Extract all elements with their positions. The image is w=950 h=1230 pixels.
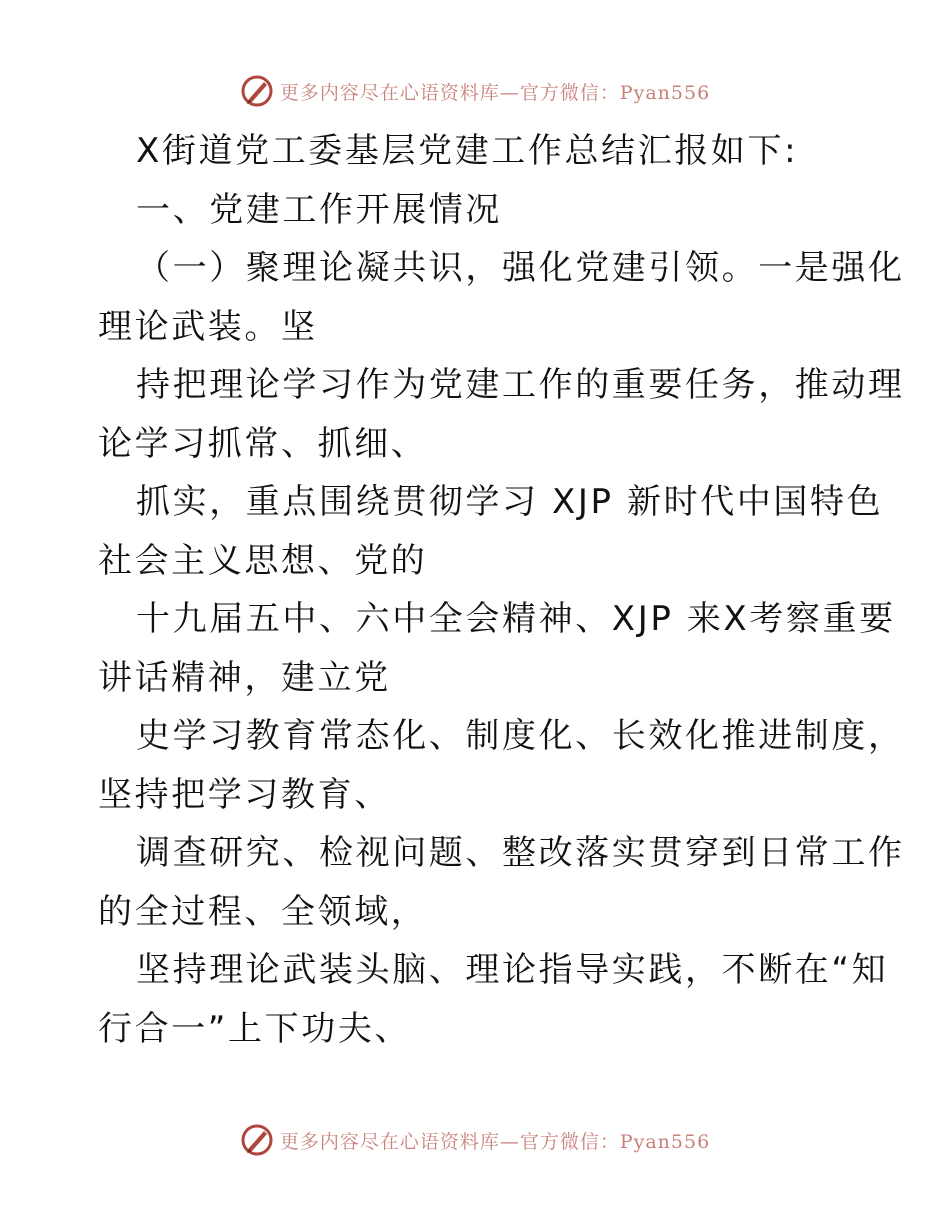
- paragraph-line: （一）聚理论凝共识，强化党建引领。一是强化: [136, 248, 905, 288]
- paragraph-line: 讲话精神，建立党: [98, 657, 391, 698]
- header-watermark: [0, 71, 950, 111]
- pen-seal-logo-icon: [240, 1123, 274, 1157]
- paragraph-line: 史学习教育常态化、制度化、长效化推进制度，: [136, 716, 905, 756]
- paragraph-line: 十九届五中、六中全会精神、XJP 来X考察重要: [136, 599, 896, 639]
- paragraph-line: 的全过程、全领域，: [98, 891, 428, 932]
- paragraph-line: 调查研究、检视问题、整改落实贯穿到日常工作: [136, 833, 905, 873]
- footer-watermark-text: 更多内容尽在心语资料库—官方微信：Pyan556: [279, 1130, 711, 1153]
- header-watermark-text: 更多内容尽在心语资料库—官方微信：Pyan556: [279, 81, 711, 104]
- paragraph-line: X街道党工委基层党建工作总结汇报如下:: [136, 131, 799, 171]
- paragraph-line: 行合一”上下功夫、: [98, 1008, 412, 1049]
- paragraph-line: 持把理论学习作为党建工作的重要任务，推动理: [136, 365, 905, 405]
- paragraph-line: 坚持理论武装头脑、理论指导实践，不断在“知: [136, 950, 889, 990]
- footer-watermark: [0, 1120, 950, 1160]
- document-body: [98, 122, 905, 1058]
- paragraph-line: 坚持把学习教育、: [98, 774, 391, 815]
- paragraph-line: 抓实，重点围绕贯彻学习 XJP 新时代中国特色: [136, 482, 884, 522]
- paragraph-line: 理论武装。坚: [98, 306, 318, 347]
- paragraph-line: 论学习抓常、抓细、: [98, 423, 428, 464]
- pen-seal-logo-icon: [240, 74, 274, 108]
- section-heading: 一、党建工作开展情况: [136, 189, 502, 230]
- paragraph-line: 社会主义思想、党的: [98, 540, 428, 581]
